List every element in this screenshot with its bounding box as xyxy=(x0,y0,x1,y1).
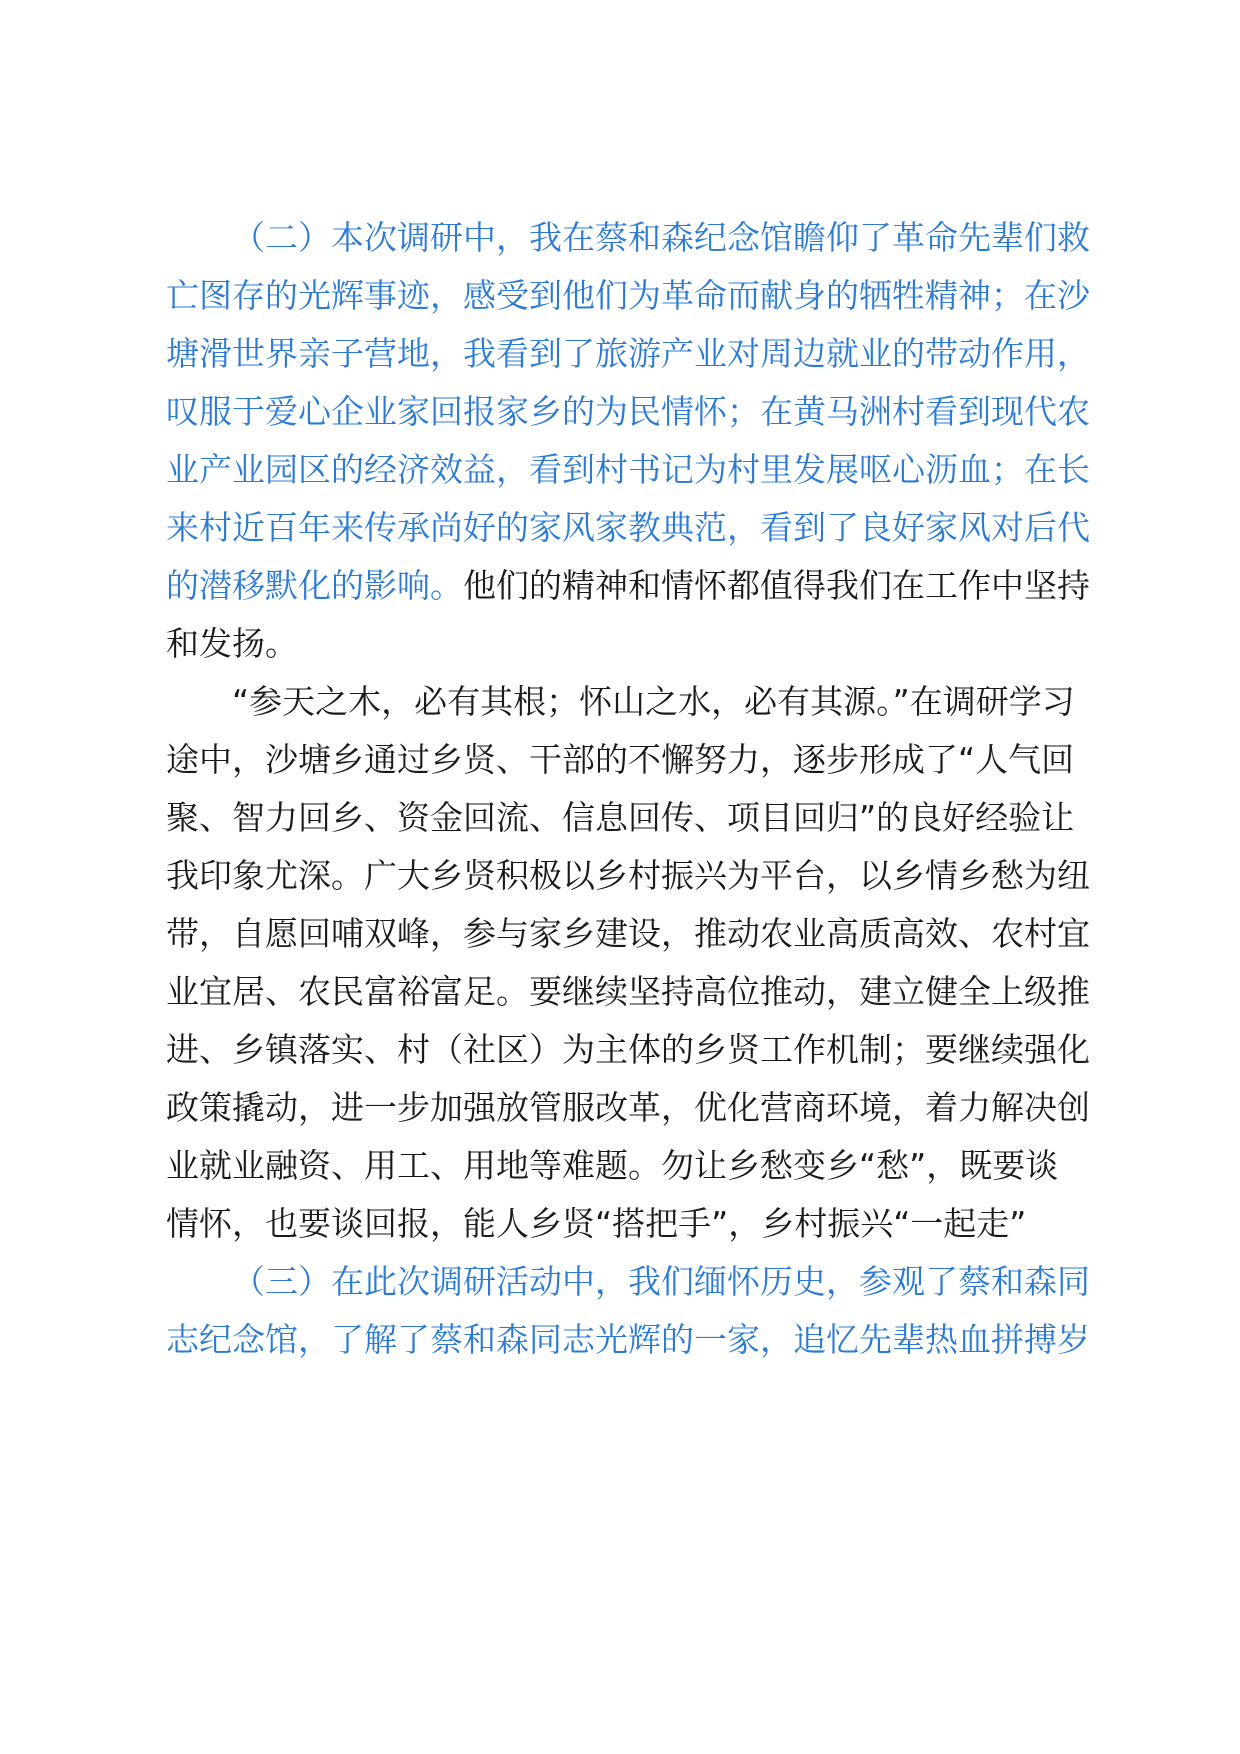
text-line xyxy=(166,561,1126,611)
text-line xyxy=(166,1199,1126,1249)
text-run: 业宜居、农民富裕富足。要继续坚持高位推动，建立健全上级推 xyxy=(166,972,1090,1011)
text-line xyxy=(166,1141,1126,1191)
text-run: 业产业园区的经济效益，看到村书记为村里发展呕心沥血；在长 xyxy=(166,450,1090,489)
text-run: 带，自愿回哺双峰，参与家乡建设，推动农业高质高效、农村宜 xyxy=(166,914,1090,953)
text-run: “参天之木，必有其根；怀山之水，必有其源。”在调研学习 xyxy=(232,682,1075,721)
text-line xyxy=(166,1025,1126,1075)
text-run: （三）在此次调研活动中，我们缅怀历史，参观了蔡和森同 xyxy=(232,1262,1090,1301)
text-run: 和发扬。 xyxy=(166,624,298,663)
text-line xyxy=(166,329,1126,379)
text-line xyxy=(166,793,1126,843)
text-line xyxy=(166,1315,1126,1365)
text-run: 聚、智力回乡、资金回流、信息回传、项目回归”的良好经验让 xyxy=(166,798,1075,837)
text-run: （二）本次调研中，我在蔡和森纪念馆瞻仰了革命先辈们救 xyxy=(232,218,1090,257)
text-run: 我印象尤深。广大乡贤积极以乡村振兴为平台，以乡情乡愁为纽 xyxy=(166,856,1090,895)
text-line xyxy=(166,271,1126,321)
text-run: 志纪念馆，了解了蔡和森同志光辉的一家，追忆先辈热血拼搏岁 xyxy=(166,1320,1090,1359)
text-line xyxy=(166,387,1126,437)
text-run: 亡图存的光辉事迹，感受到他们为革命而献身的牺牲精神；在沙 xyxy=(166,276,1090,315)
text-line xyxy=(232,1257,1192,1307)
text-line xyxy=(166,909,1126,959)
text-line xyxy=(166,445,1126,495)
text-run: 的潜移默化的影响。 xyxy=(166,566,463,605)
text-run: 来村近百年来传承尚好的家风家教典范，看到了良好家风对后代 xyxy=(166,508,1090,547)
text-line xyxy=(166,619,1126,669)
text-run: 情怀，也要谈回报，能人乡贤“搭把手”，乡村振兴“一起走” xyxy=(166,1204,1027,1243)
text-run: 业就业融资、用工、用地等难题。勿让乡愁变乡“愁”，既要谈 xyxy=(166,1146,1059,1185)
text-line xyxy=(232,213,1192,263)
text-run: 他们的精神和情怀都值得我们在工作中坚持 xyxy=(463,566,1090,605)
text-line xyxy=(232,677,1192,727)
text-run: 塘滑世界亲子营地，我看到了旅游产业对周边就业的带动作用， xyxy=(166,334,1090,373)
text-line xyxy=(166,503,1126,553)
text-line xyxy=(166,1083,1126,1133)
text-run: 政策撬动，进一步加强放管服改革，优化营商环境，着力解决创 xyxy=(166,1088,1090,1127)
text-line xyxy=(166,967,1126,1017)
text-line xyxy=(166,851,1126,901)
text-run: 叹服于爱心企业家回报家乡的为民情怀；在黄马洲村看到现代农 xyxy=(166,392,1090,431)
text-run: 进、乡镇落实、村（社区）为主体的乡贤工作机制；要继续强化 xyxy=(166,1030,1090,1069)
text-run: 途中，沙塘乡通过乡贤、干部的不懈努力，逐步形成了“人气回 xyxy=(166,740,1075,779)
text-line xyxy=(166,735,1126,785)
